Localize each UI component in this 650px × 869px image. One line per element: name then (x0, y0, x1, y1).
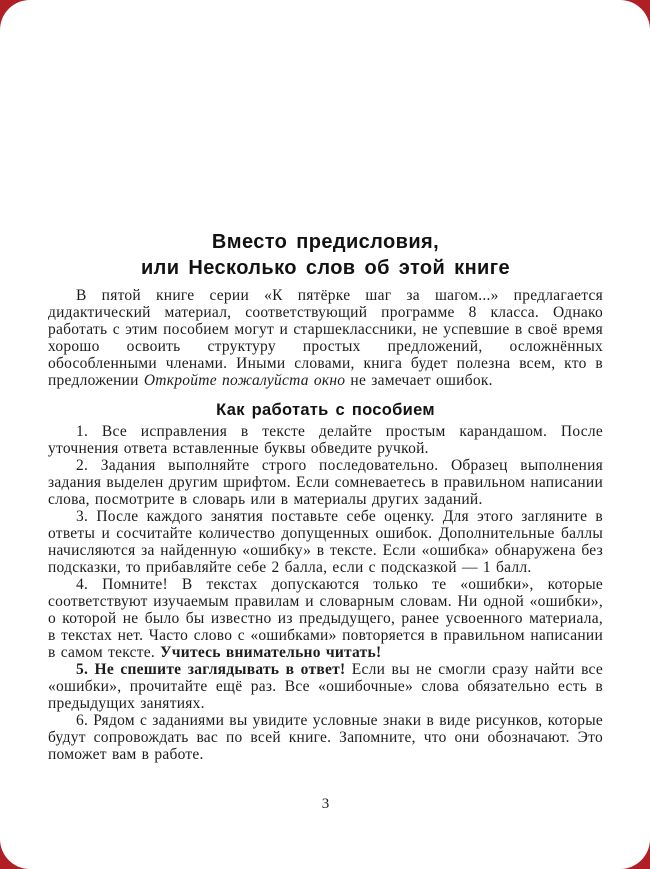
text-segment: не замечает ошибок. (345, 372, 493, 389)
howto-list (48, 423, 603, 763)
text-segment: Не спешите заглядывать в ответ! (94, 661, 346, 678)
chapter-title-line2: или Несколько слов об этой книге (140, 257, 511, 279)
text-segment: 4. Помните! В текстах допускаются только те «ошибки», которые соответствуют изучаемым правилам и словарным словам. Ни одной «ошибки», о которой не было бы известно из предыдущего, ранее усвоенного материала, в текстах нет. Часто слово с «ошибками» повторяется в правильном написании в самом тексте. (48, 576, 603, 661)
howto-item (48, 508, 603, 576)
text-segment: 2. Задания выполняйте строго последовательно. Образец выполнения задания выделен другим шрифтом. Если сомневаетесь в правильном написании слова, посмотрите в словарь или в материалы других заданий. (48, 457, 603, 508)
text-segment: В пятой книге серии «К пятёрке шаг за шагом...» предлагается дидактический материал, соответствующий программе 8 класса. Однако работать с этим пособием могут и старшеклассники, не успевшие в своё время хорошо освоить структуру простых предложений, осложнённых обособленными членами. Иными словами, книга будет полезна всем, кто в предложении (48, 287, 603, 389)
howto-item (48, 712, 603, 763)
howto-item (48, 423, 603, 457)
howto-item (48, 661, 603, 712)
page-content (48, 0, 603, 869)
section-heading: Как работать с пособием (216, 401, 435, 419)
text-segment: Если вы не смогли сразу найти все «ошибки», прочитайте ещё раз. Все «ошибочные» слова обязательно есть в предыдущих занятиях. (48, 661, 603, 712)
howto-item (48, 457, 603, 508)
text-segment: 5. (76, 661, 95, 678)
howto-item (48, 576, 603, 661)
text-segment: 1. Все исправления в тексте делайте простым карандашом. После уточнения ответа вставленные буквы обведите ручкой. (48, 423, 603, 457)
text-segment: 6. Рядом с заданиями вы увидите условные знаки в виде рисунков, которые будут сопровождать вас по всей книге. Запомните, что они обозначают. Это поможет вам в работе. (48, 712, 603, 763)
text-segment: Учитесь внимательно читать! (160, 644, 382, 661)
text-segment: 3. После каждого занятия поставьте себе оценку. Для этого загляните в ответы и сосчитайте количество допущенных ошибок. Дополнительные баллы начисляются за найденную «ошибку» в тексте. Если «ошибка» обнаружена без подсказки, то прибавляйте себе 2 балла, если с подсказкой — 1 балл. (48, 508, 603, 576)
chapter-title-line1: Вместо предисловия, (211, 231, 440, 253)
chapter-title (48, 229, 603, 281)
page-number: 3 (321, 796, 330, 812)
text-segment: Откройте пожалуйста окно (143, 372, 346, 389)
intro-paragraph (48, 287, 603, 389)
